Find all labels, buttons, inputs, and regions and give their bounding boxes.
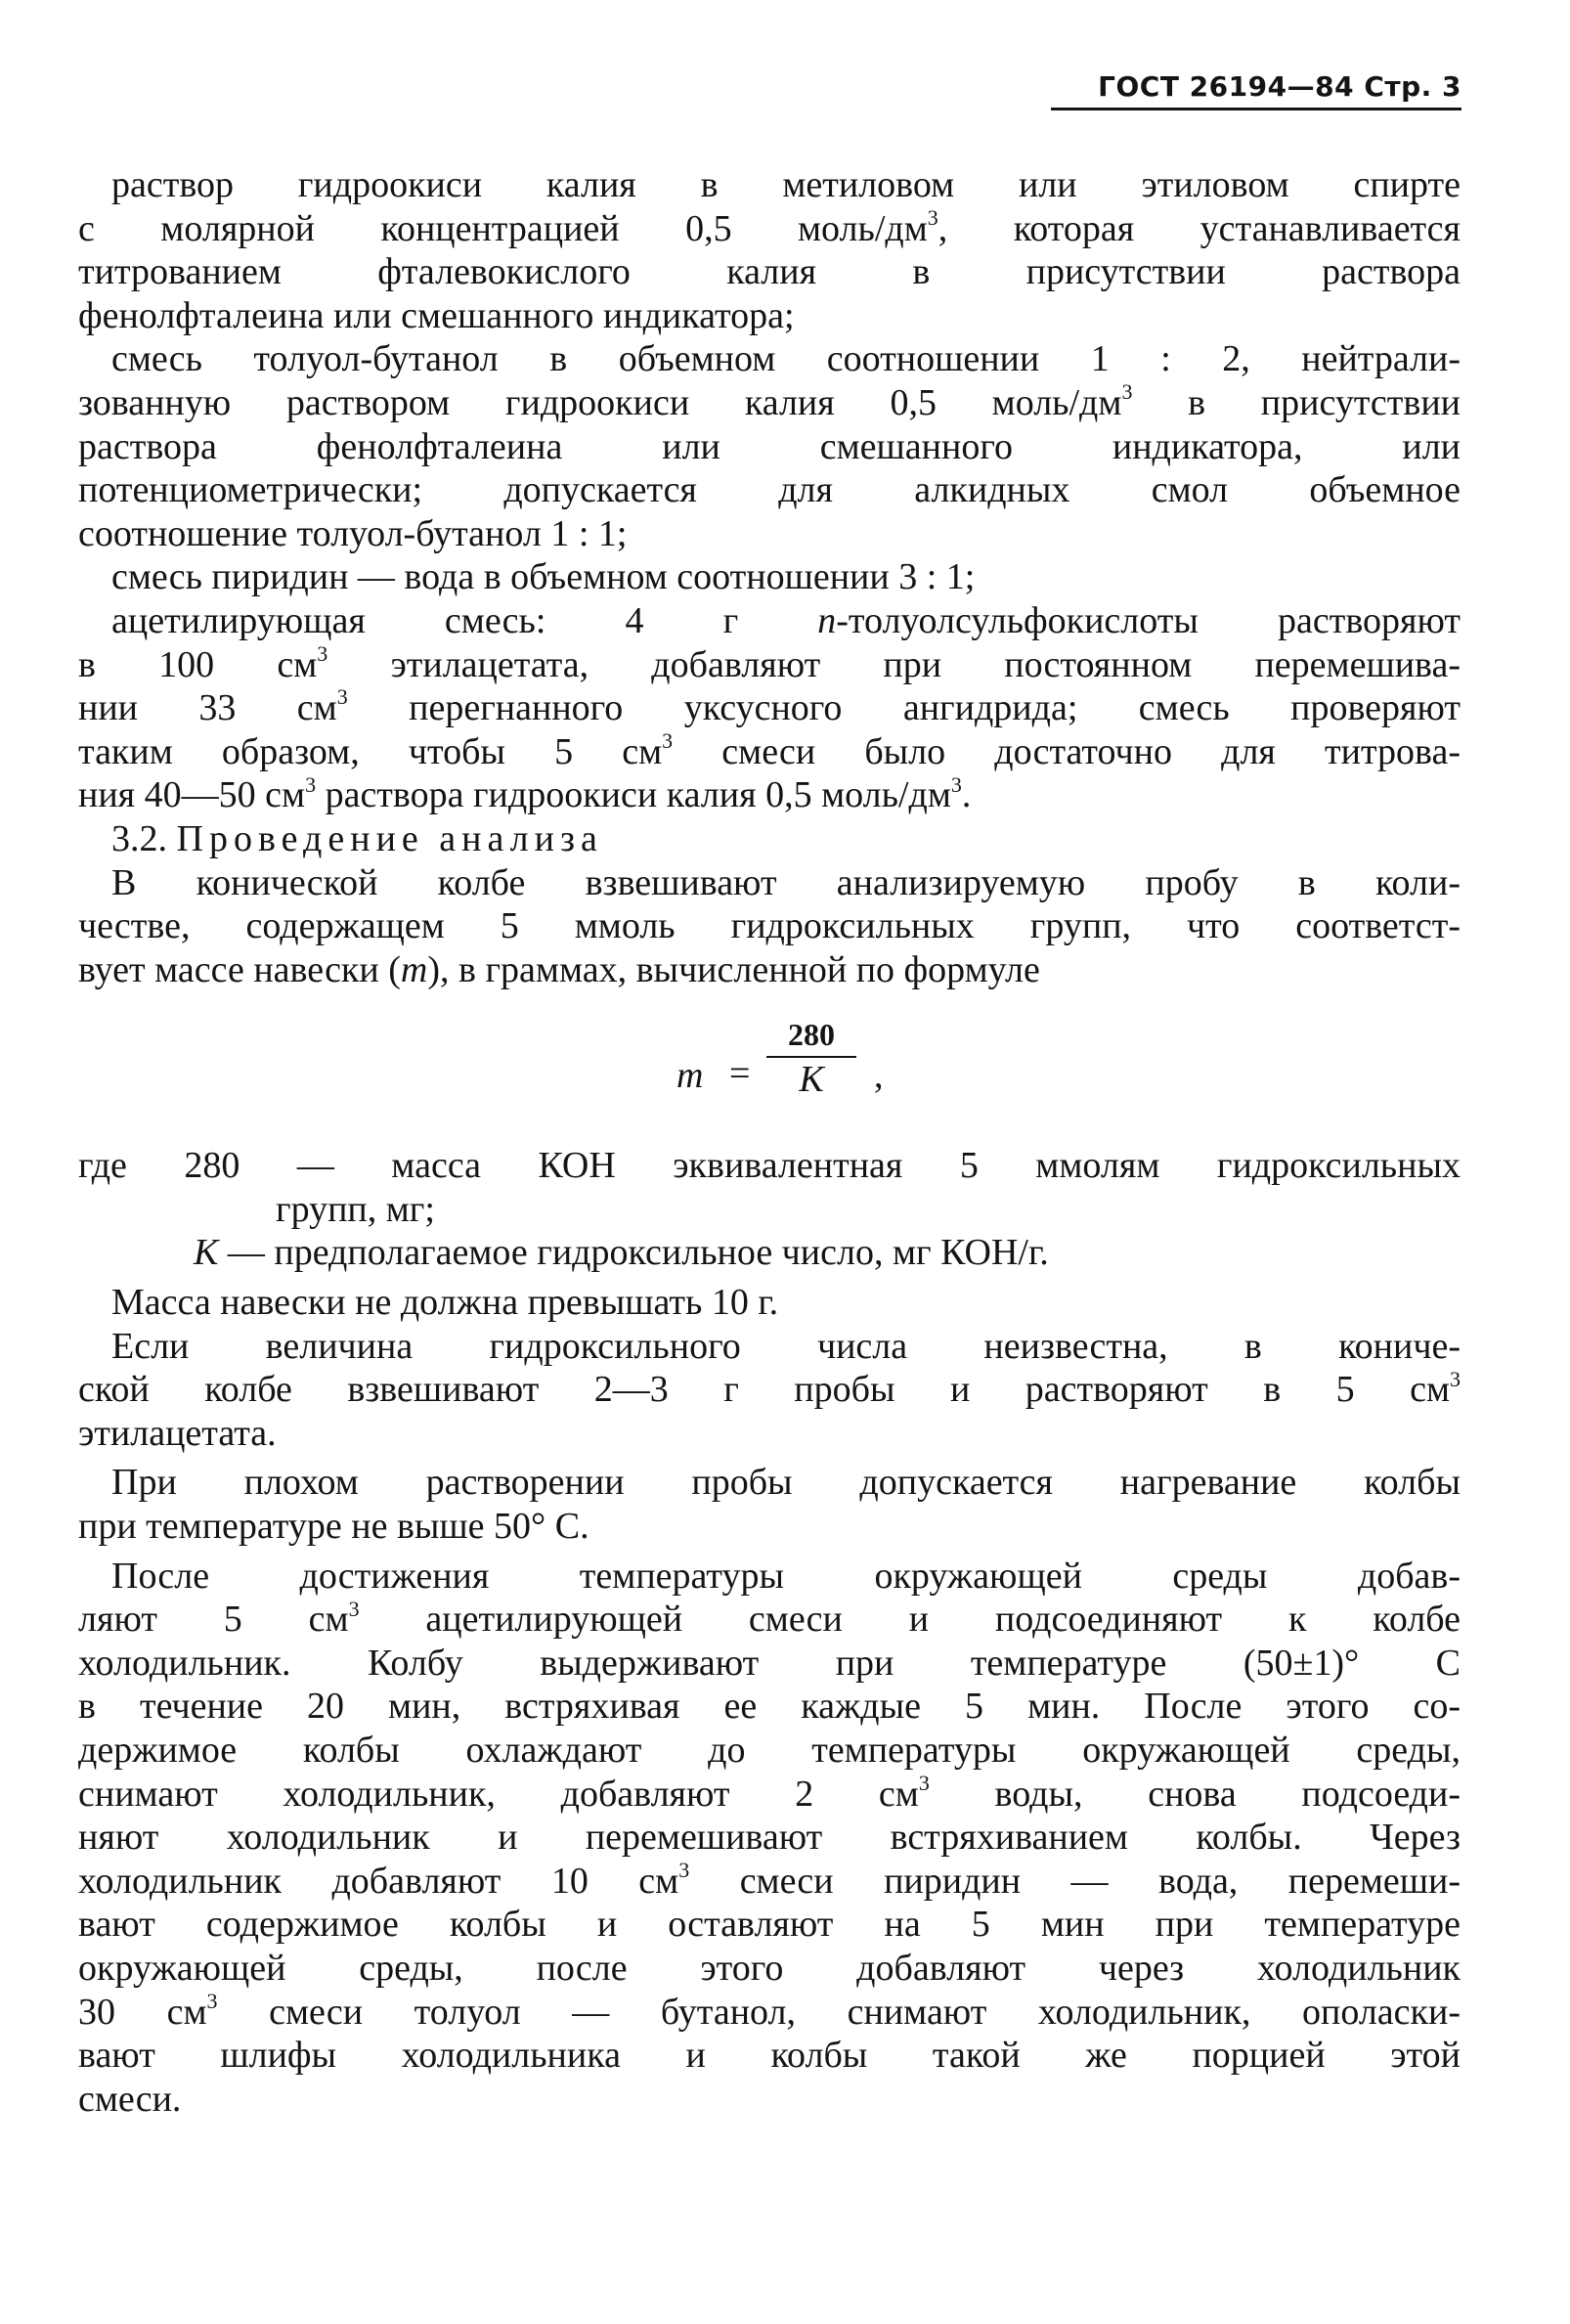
text-line: Масса навески не должна превышать 10 г.	[111, 1282, 779, 1324]
document-body	[78, 163, 1461, 2121]
text-line: в течение 20 мин, встряхивая ее каждые 5 мин. После этого со-	[78, 1686, 1461, 1728]
fraction-bar	[766, 1056, 856, 1058]
text-line: держимое колбы охлаждают до температуры окружающей среды,	[78, 1730, 1461, 1771]
text-line: окружающей среды, после этого добавляют через холодильник	[78, 1947, 1461, 1989]
page-number: Стр. 3	[1364, 70, 1461, 103]
text-line: В конической колбе взвешивают анализируемую пробу в коли-	[111, 861, 1461, 903]
text-line: ской колбе взвешивают 2—3 г пробы и растворяют в 5 $см^3$	[78, 1366, 1461, 1411]
section-number: 3.2.	[111, 817, 167, 859]
text-line: честве, содержащем 5 ммоль гидроксильных групп, что соответст-	[78, 905, 1461, 947]
text-line: раствор гидроокиси калия в метиловом или этиловом спирте	[111, 164, 1461, 205]
text-line: Если величина гидроксильного числа неизвестна, в кониче-	[111, 1325, 1461, 1367]
header-rule	[1051, 108, 1461, 110]
text-line: где 280 — масса КОН эквивалентная 5 ммолям гидроксильных	[78, 1145, 1461, 1187]
text-line: вают содержимое колбы и оставляют на 5 мин при температуре	[78, 1904, 1461, 1946]
formula-fraction	[766, 1015, 856, 1099]
text-line: потенциометрически; допускается для алкидных смол объемное	[78, 469, 1461, 511]
text-line: вают шлифы холодильника и колбы такой же порцией этой	[78, 2035, 1461, 2077]
text-line: титрованием фталевокислого калия в присутствии раствора	[78, 251, 1461, 293]
section-title: Проведение анализа	[176, 817, 603, 859]
text-line: с молярной концентрацией 0,5 моль/$дм^3$, которая устанавливается	[78, 204, 1461, 249]
text-line: холодильник добавляют 10 $см^3$ смеси пиридин — вода, перемеши-	[78, 1858, 1461, 1902]
formula-denominator: K	[799, 1059, 824, 1101]
text-line: групп, мг;	[276, 1188, 435, 1230]
formula-equals: =	[729, 1053, 751, 1095]
text-line: фенолфталеина или смешанного индикатора;	[78, 294, 795, 336]
text-line: вует массе навески (m), в граммах, вычисленной по формуле	[78, 948, 1040, 990]
text-line: ния 40—50 $см^3$ раствора гидроокиси калия 0,5 моль/$дм^3$.	[78, 771, 972, 816]
text-line: 30 $см^3$ смеси толуол — бутанол, снимают холодильник, ополаски-	[78, 1988, 1461, 2033]
text-line: снимают холодильник, добавляют 2 $см^3$ воды, снова подсоеди-	[78, 1770, 1461, 1815]
text-line: при температуре не выше 50° С.	[78, 1506, 589, 1548]
text-line: После достижения температуры окружающей среды добав-	[111, 1555, 1461, 1597]
formula-lhs: m	[676, 1055, 704, 1097]
text-line: При плохом растворении пробы допускается нагревание колбы	[111, 1462, 1461, 1504]
text-line: соотношение толуол-бутанол 1 : 1;	[78, 512, 628, 554]
text-line: няют холодильник и перемешивают встряхиванием колбы. Через	[78, 1817, 1461, 1859]
text-line: смесь толуол-бутанол в объемном соотношении 1 : 2, нейтрали-	[111, 338, 1461, 380]
text-line: нии 33 $см^3$ перегнанного уксусного ангидрида; смесь проверяют	[78, 684, 1461, 729]
mass-formula	[111, 1013, 1461, 1120]
text-line: ляют 5 $см^3$ ацетилирующей смеси и подсоединяют к колбе	[78, 1596, 1461, 1641]
formula-numerator: 280	[788, 1017, 835, 1053]
text-line: в 100 $см^3$ этилацетата, добавляют при постоянном перемешива-	[78, 640, 1461, 685]
page-header	[1051, 70, 1461, 103]
text-line: таким образом, чтобы 5 $см^3$ смеси было достаточно для титрова-	[78, 728, 1461, 772]
text-line: этилацетата.	[78, 1412, 277, 1454]
text-line: смеси.	[78, 2078, 182, 2120]
text-line: раствора фенолфталеина или смешанного индикатора, или	[78, 425, 1461, 467]
text-line: K — предполагаемое гидроксильное число, мг КОН/г.	[194, 1232, 1049, 1274]
text-line: смесь пиридин — вода в объемном соотношении 3 : 1;	[111, 556, 976, 598]
text-line: зованную раствором гидроокиси калия 0,5 моль/$дм^3$ в присутствии	[78, 379, 1461, 423]
standard-number: ГОСТ 26194—84	[1098, 70, 1355, 103]
formula-comma: ,	[874, 1055, 884, 1097]
text-line: холодильник. Колбу выдерживают при температуре (50±1)° С	[78, 1642, 1461, 1684]
text-line: ацетилирующая смесь: 4 г п-толуолсульфокислоты растворяют	[111, 599, 1461, 641]
section-heading	[111, 817, 1461, 861]
